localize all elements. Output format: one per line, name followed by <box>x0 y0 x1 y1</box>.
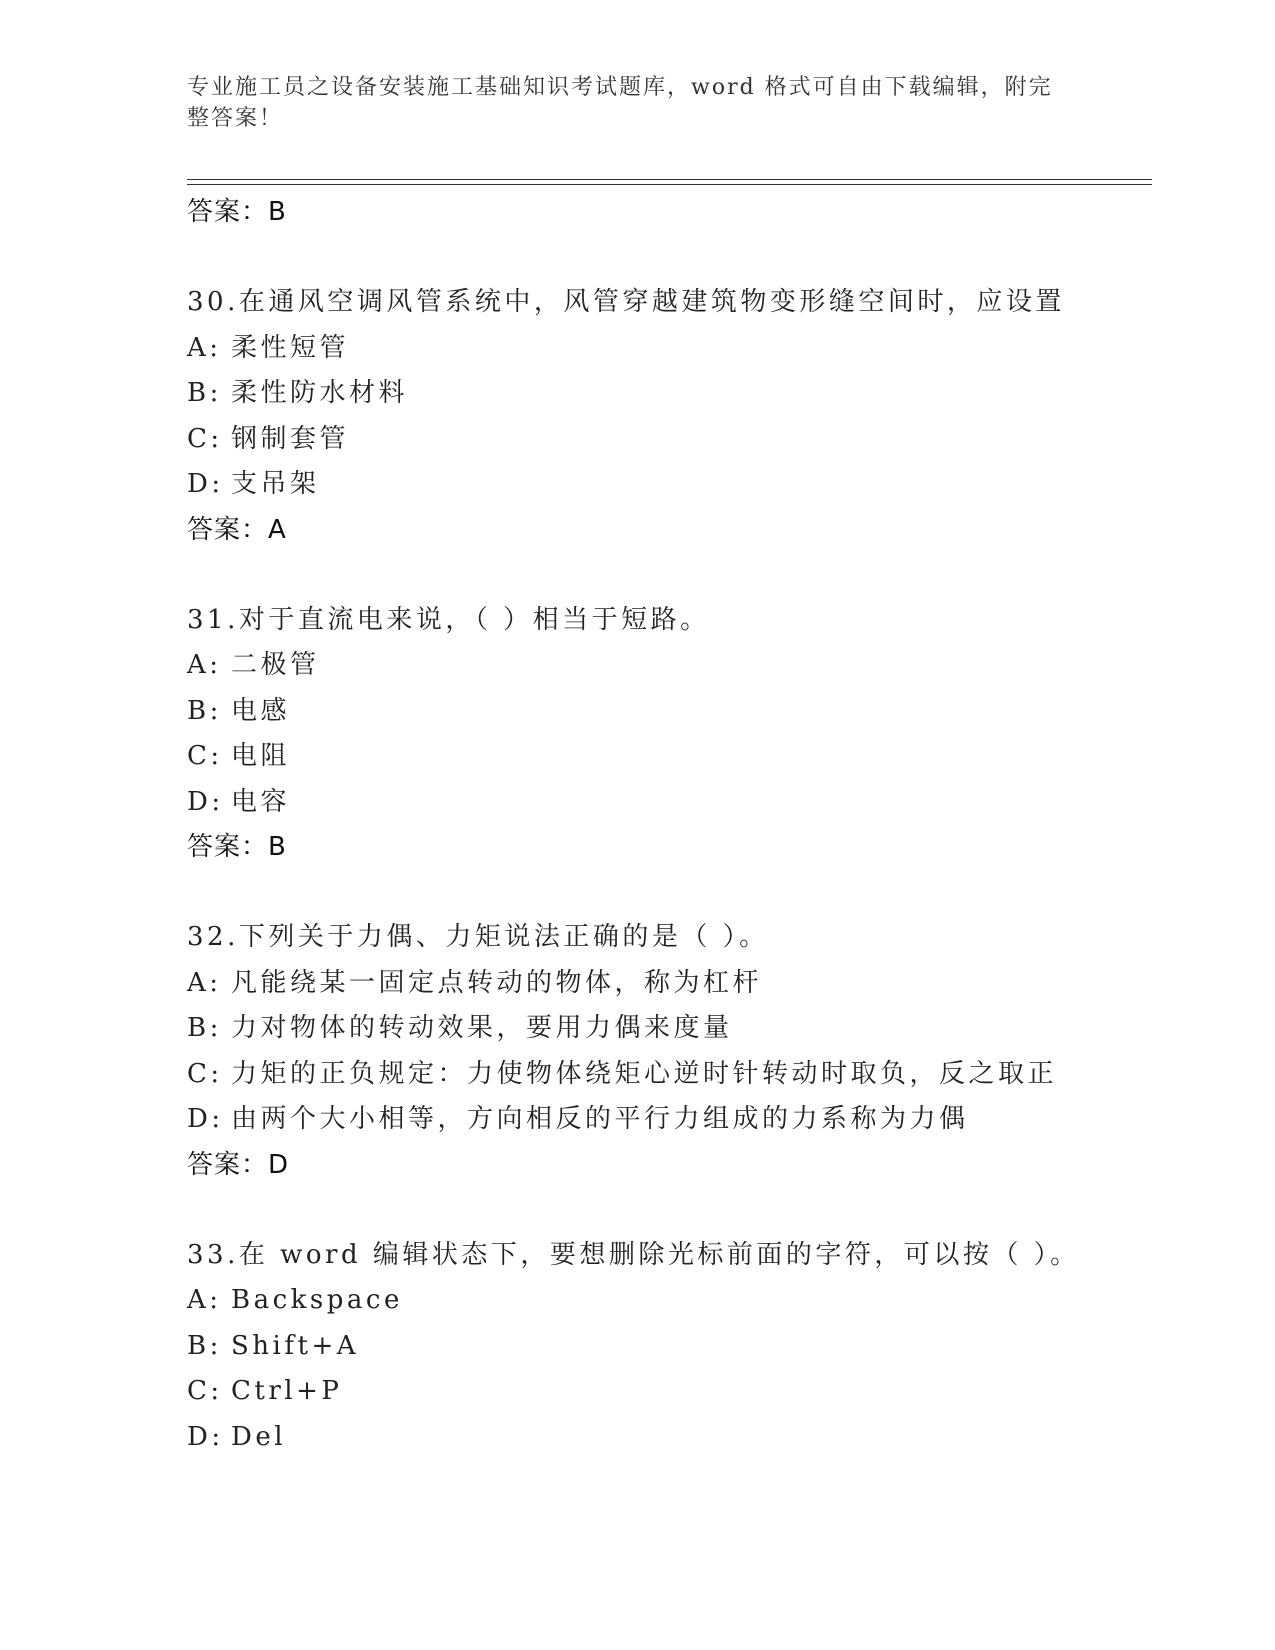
question-title: 30.在通风空调风管系统中，风管穿越建筑物变形缝空间时，应设置 <box>187 287 1065 317</box>
option-text: 柔性短管 <box>231 332 350 363</box>
option-letter: A: <box>187 1285 222 1315</box>
option-text: Backspace <box>231 1285 403 1315</box>
question-title: 32.下列关于力偶、力矩说法正确的是（ ）。 <box>187 922 769 952</box>
header-rule-top <box>187 179 1152 180</box>
option-d <box>187 1415 1147 1461</box>
page-header: 专业施工员之设备安装施工基础知识考试题库，word 格式可自由下载编辑，附完整答案！ <box>187 75 1053 131</box>
option-letter: A: <box>187 650 222 680</box>
option-c <box>187 1369 1147 1415</box>
question-list <box>187 190 1147 1460</box>
option-d <box>187 780 1147 826</box>
question-30 <box>187 280 1147 553</box>
option-a <box>187 326 1147 372</box>
option-letter: A: <box>187 332 222 363</box>
header-rule-bottom <box>187 184 1152 185</box>
option-text: Del <box>231 1421 287 1452</box>
option-text: 支吊架 <box>231 469 320 499</box>
option-d <box>187 462 1147 508</box>
option-letter: D: <box>187 1421 224 1452</box>
option-letter: B: <box>187 1013 222 1043</box>
question-33 <box>187 1233 1147 1461</box>
option-d <box>187 1097 1147 1143</box>
option-text: 钢制套管 <box>231 423 350 454</box>
option-text: 柔性防水材料 <box>231 378 409 408</box>
option-letter: A: <box>187 967 222 998</box>
option-text: 二极管 <box>231 650 320 680</box>
option-b <box>187 1324 1147 1370</box>
option-c <box>187 734 1147 780</box>
answer: 答案：B <box>187 832 287 862</box>
option-c <box>187 417 1147 463</box>
option-text: 电感 <box>231 695 291 726</box>
option-letter: C: <box>187 741 223 771</box>
option-text: Shift+A <box>231 1330 360 1361</box>
option-letter: D: <box>187 1104 224 1134</box>
option-letter: C: <box>187 1376 223 1406</box>
question-title: 33.在 word 编辑状态下，要想删除光标前面的字符，可以按（ ）。 <box>187 1239 1080 1270</box>
option-b <box>187 689 1147 735</box>
option-b <box>187 1006 1147 1052</box>
option-b <box>187 371 1147 417</box>
option-letter: C: <box>187 1058 223 1089</box>
option-letter: B: <box>187 1330 222 1361</box>
question-32 <box>187 915 1147 1188</box>
option-text: 由两个大小相等，方向相反的平行力组成的力系称为力偶 <box>231 1104 969 1134</box>
option-text: 力矩的正负规定：力使物体绕矩心逆时针转动时取负，反之取正 <box>231 1058 1058 1089</box>
option-a <box>187 643 1147 689</box>
answer: 答案：D <box>187 1149 290 1180</box>
option-a <box>187 1278 1147 1324</box>
answer: 答案：A <box>187 514 287 545</box>
option-text: Ctrl+P <box>231 1376 343 1406</box>
option-letter: B: <box>187 378 222 408</box>
question-31 <box>187 598 1147 871</box>
option-a <box>187 961 1147 1007</box>
option-text: 凡能绕某一固定点转动的物体，称为杠杆 <box>231 967 763 998</box>
question-title: 31.对于直流电来说，（ ）相当于短路。 <box>187 604 710 635</box>
previous-answer: 答案：B <box>187 197 287 227</box>
option-letter: D: <box>187 469 224 499</box>
option-text: 电容 <box>231 786 291 817</box>
option-letter: C: <box>187 423 223 454</box>
option-letter: B: <box>187 695 222 726</box>
option-c <box>187 1052 1147 1098</box>
option-text: 电阻 <box>231 741 291 771</box>
option-text: 力对物体的转动效果，要用力偶来度量 <box>231 1013 733 1043</box>
option-letter: D: <box>187 786 224 817</box>
